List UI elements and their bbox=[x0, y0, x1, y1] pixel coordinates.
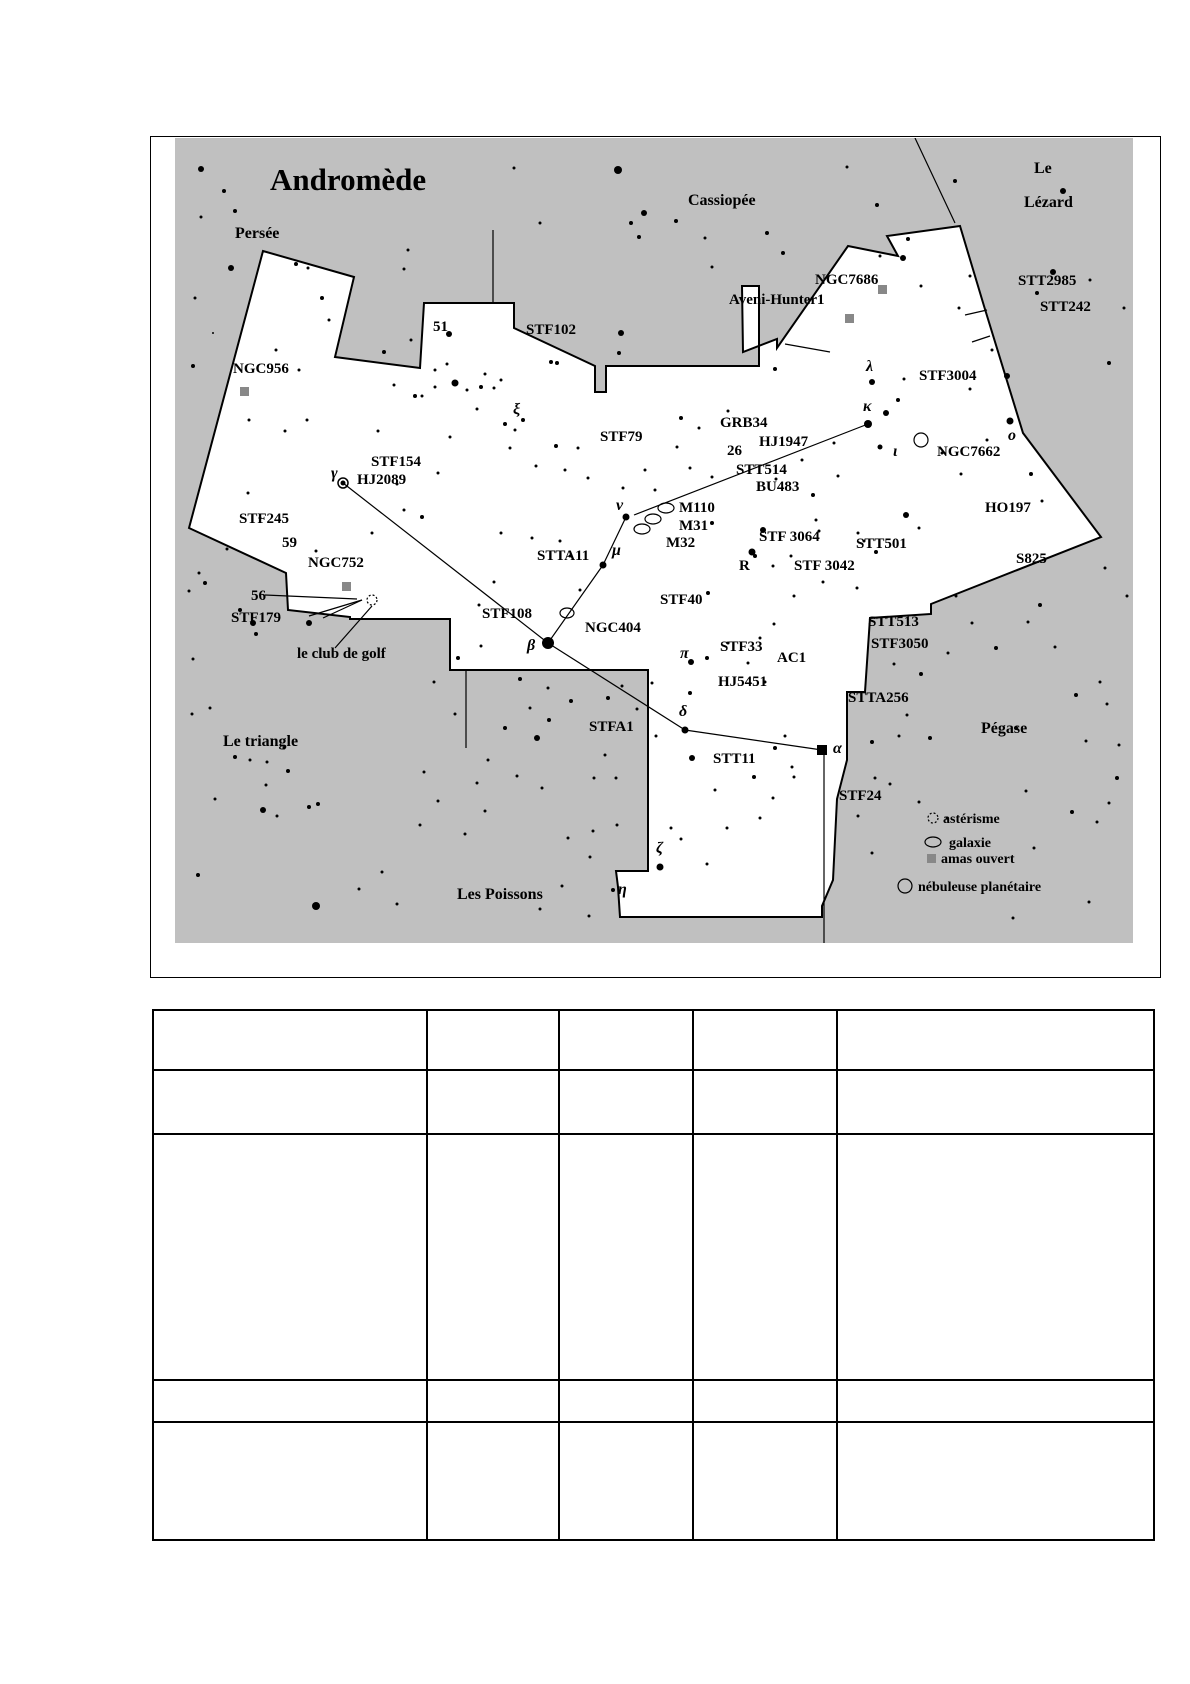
table-cell bbox=[837, 1010, 1154, 1070]
star-xi bbox=[503, 422, 507, 426]
label-lezard: Lézard bbox=[1024, 194, 1073, 211]
label-stf3004: STF3004 bbox=[919, 368, 977, 384]
table-cell bbox=[837, 1134, 1154, 1380]
greek-nu: ν bbox=[616, 497, 624, 514]
label-stf245: STF245 bbox=[239, 511, 290, 527]
table-cell bbox=[559, 1380, 693, 1422]
table-cell bbox=[559, 1422, 693, 1540]
label-stt513: STT513 bbox=[868, 614, 919, 630]
star-mu bbox=[600, 562, 607, 569]
table-cell bbox=[427, 1070, 559, 1134]
table-cell bbox=[153, 1070, 427, 1134]
label-stt514: STT514 bbox=[736, 462, 787, 478]
label-m32: M32 bbox=[666, 535, 696, 551]
label-cassiopee: Cassiopée bbox=[688, 192, 756, 209]
greek-xi: ξ bbox=[513, 401, 521, 418]
label-aveni: Aveni-Hunter1 bbox=[729, 292, 825, 308]
label-stfa1: STFA1 bbox=[589, 719, 634, 735]
label-m31: M31 bbox=[679, 518, 709, 534]
greek-delta: δ bbox=[679, 703, 688, 720]
star-alpha bbox=[817, 745, 827, 755]
table-row bbox=[153, 1134, 1154, 1380]
legend-cluster-symbol bbox=[927, 854, 936, 863]
label-ngc956: NGC956 bbox=[233, 361, 289, 377]
table-cell bbox=[427, 1010, 559, 1070]
label-stt2985: STT2985 bbox=[1018, 273, 1077, 289]
label-poissons: Les Poissons bbox=[457, 886, 543, 903]
table-cell bbox=[559, 1070, 693, 1134]
label-56: 56 bbox=[251, 588, 266, 604]
table-cell bbox=[153, 1134, 427, 1380]
legend-open-cluster: amas ouvert bbox=[941, 852, 1015, 867]
table-cell bbox=[427, 1422, 559, 1540]
cluster-ngc956 bbox=[240, 387, 249, 396]
cluster-ngc752 bbox=[342, 582, 351, 591]
label-51: 51 bbox=[433, 319, 448, 335]
label-ho197: HO197 bbox=[985, 500, 1031, 516]
label-stf179: STF179 bbox=[231, 610, 282, 626]
label-hj2089: HJ2089 bbox=[357, 472, 407, 488]
label-m110: M110 bbox=[679, 500, 715, 516]
greek-pi: π bbox=[680, 645, 689, 662]
table-cell bbox=[559, 1010, 693, 1070]
legend-planetary-nebula: nébuleuse planétaire bbox=[918, 880, 1042, 895]
label-stf3042: STF 3042 bbox=[794, 558, 855, 574]
label-stf108: STF108 bbox=[482, 606, 533, 622]
greek-zeta: ζ bbox=[656, 840, 664, 857]
label-stf24: STF24 bbox=[839, 788, 882, 804]
table-cell bbox=[427, 1380, 559, 1422]
label-stf33: STF33 bbox=[720, 639, 763, 655]
table-cell bbox=[693, 1134, 837, 1380]
label-bu483: BU483 bbox=[756, 479, 800, 495]
greek-mu: μ bbox=[612, 542, 621, 559]
label-ngc404: NGC404 bbox=[585, 620, 641, 636]
star-eta bbox=[611, 888, 615, 892]
greek-iota: ι bbox=[893, 443, 898, 460]
label-r: R bbox=[739, 558, 750, 574]
andromeda-star-map bbox=[175, 138, 1133, 943]
table-cell bbox=[693, 1070, 837, 1134]
label-ngc7662: NGC7662 bbox=[937, 444, 1001, 460]
observation-table bbox=[152, 1009, 1155, 1541]
label-ngc752: NGC752 bbox=[308, 555, 364, 571]
label-stf3064: STF 3064 bbox=[759, 529, 820, 545]
label-hj5451: HJ5451 bbox=[718, 674, 768, 690]
label-ngc7686: NGC7686 bbox=[815, 272, 879, 288]
label-s825: S825 bbox=[1016, 551, 1047, 567]
table-cell bbox=[153, 1422, 427, 1540]
label-persee: Persée bbox=[235, 225, 280, 242]
legend-galaxy: galaxie bbox=[949, 836, 991, 851]
table-row bbox=[153, 1010, 1154, 1070]
star-nu bbox=[623, 514, 630, 521]
greek-lambda: λ bbox=[866, 358, 874, 375]
table-row bbox=[153, 1380, 1154, 1422]
table-cell bbox=[693, 1010, 837, 1070]
label-triangle: Le triangle bbox=[223, 733, 299, 750]
star-pi bbox=[688, 659, 694, 665]
label-stta11: STTA11 bbox=[537, 548, 590, 564]
label-grb34: GRB34 bbox=[720, 415, 768, 431]
greek-eta: η bbox=[618, 881, 627, 898]
label-stf154: STF154 bbox=[371, 454, 422, 470]
star-lambda bbox=[869, 379, 875, 385]
star-iota bbox=[878, 445, 883, 450]
table-cell bbox=[837, 1380, 1154, 1422]
label-stt501: STT501 bbox=[856, 536, 907, 552]
label-stf102: STF102 bbox=[526, 322, 577, 338]
label-stta256: STTA256 bbox=[848, 690, 909, 706]
star-zeta bbox=[657, 864, 664, 871]
greek-beta: β bbox=[527, 637, 536, 654]
greek-gamma: γ bbox=[331, 465, 338, 482]
table-cell bbox=[559, 1134, 693, 1380]
label-le: Le bbox=[1034, 160, 1052, 177]
star-kappa bbox=[864, 420, 872, 428]
table-cell bbox=[693, 1380, 837, 1422]
table-cell bbox=[153, 1010, 427, 1070]
table-cell bbox=[693, 1422, 837, 1540]
label-stf79: STF79 bbox=[600, 429, 643, 445]
cluster-ngc7686 bbox=[878, 285, 887, 294]
label-club-golf: le club de golf bbox=[297, 646, 386, 662]
cluster-aveni bbox=[845, 314, 854, 323]
label-pegase: Pégase bbox=[981, 720, 1028, 737]
legend-asterism: astérisme bbox=[943, 812, 1000, 827]
star-beta bbox=[542, 637, 554, 649]
table-cell bbox=[837, 1070, 1154, 1134]
star-delta bbox=[682, 727, 689, 734]
greek-omicron: o bbox=[1008, 427, 1016, 444]
map-title: Andromède bbox=[270, 162, 427, 197]
table-cell bbox=[837, 1422, 1154, 1540]
label-hj1947: HJ1947 bbox=[759, 434, 809, 450]
star-omicron bbox=[1007, 418, 1014, 425]
table-row bbox=[153, 1422, 1154, 1540]
table-row bbox=[153, 1070, 1154, 1134]
label-ac1: AC1 bbox=[777, 650, 807, 666]
table-cell bbox=[153, 1380, 427, 1422]
table-cell bbox=[427, 1134, 559, 1380]
label-26: 26 bbox=[727, 443, 742, 459]
greek-alpha: α bbox=[833, 740, 842, 757]
label-stf3050: STF3050 bbox=[871, 636, 929, 652]
label-stf40: STF40 bbox=[660, 592, 703, 608]
greek-kappa: κ bbox=[863, 398, 872, 415]
label-59: 59 bbox=[282, 535, 297, 551]
label-stt11: STT11 bbox=[713, 751, 756, 767]
label-stt242: STT242 bbox=[1040, 299, 1091, 315]
